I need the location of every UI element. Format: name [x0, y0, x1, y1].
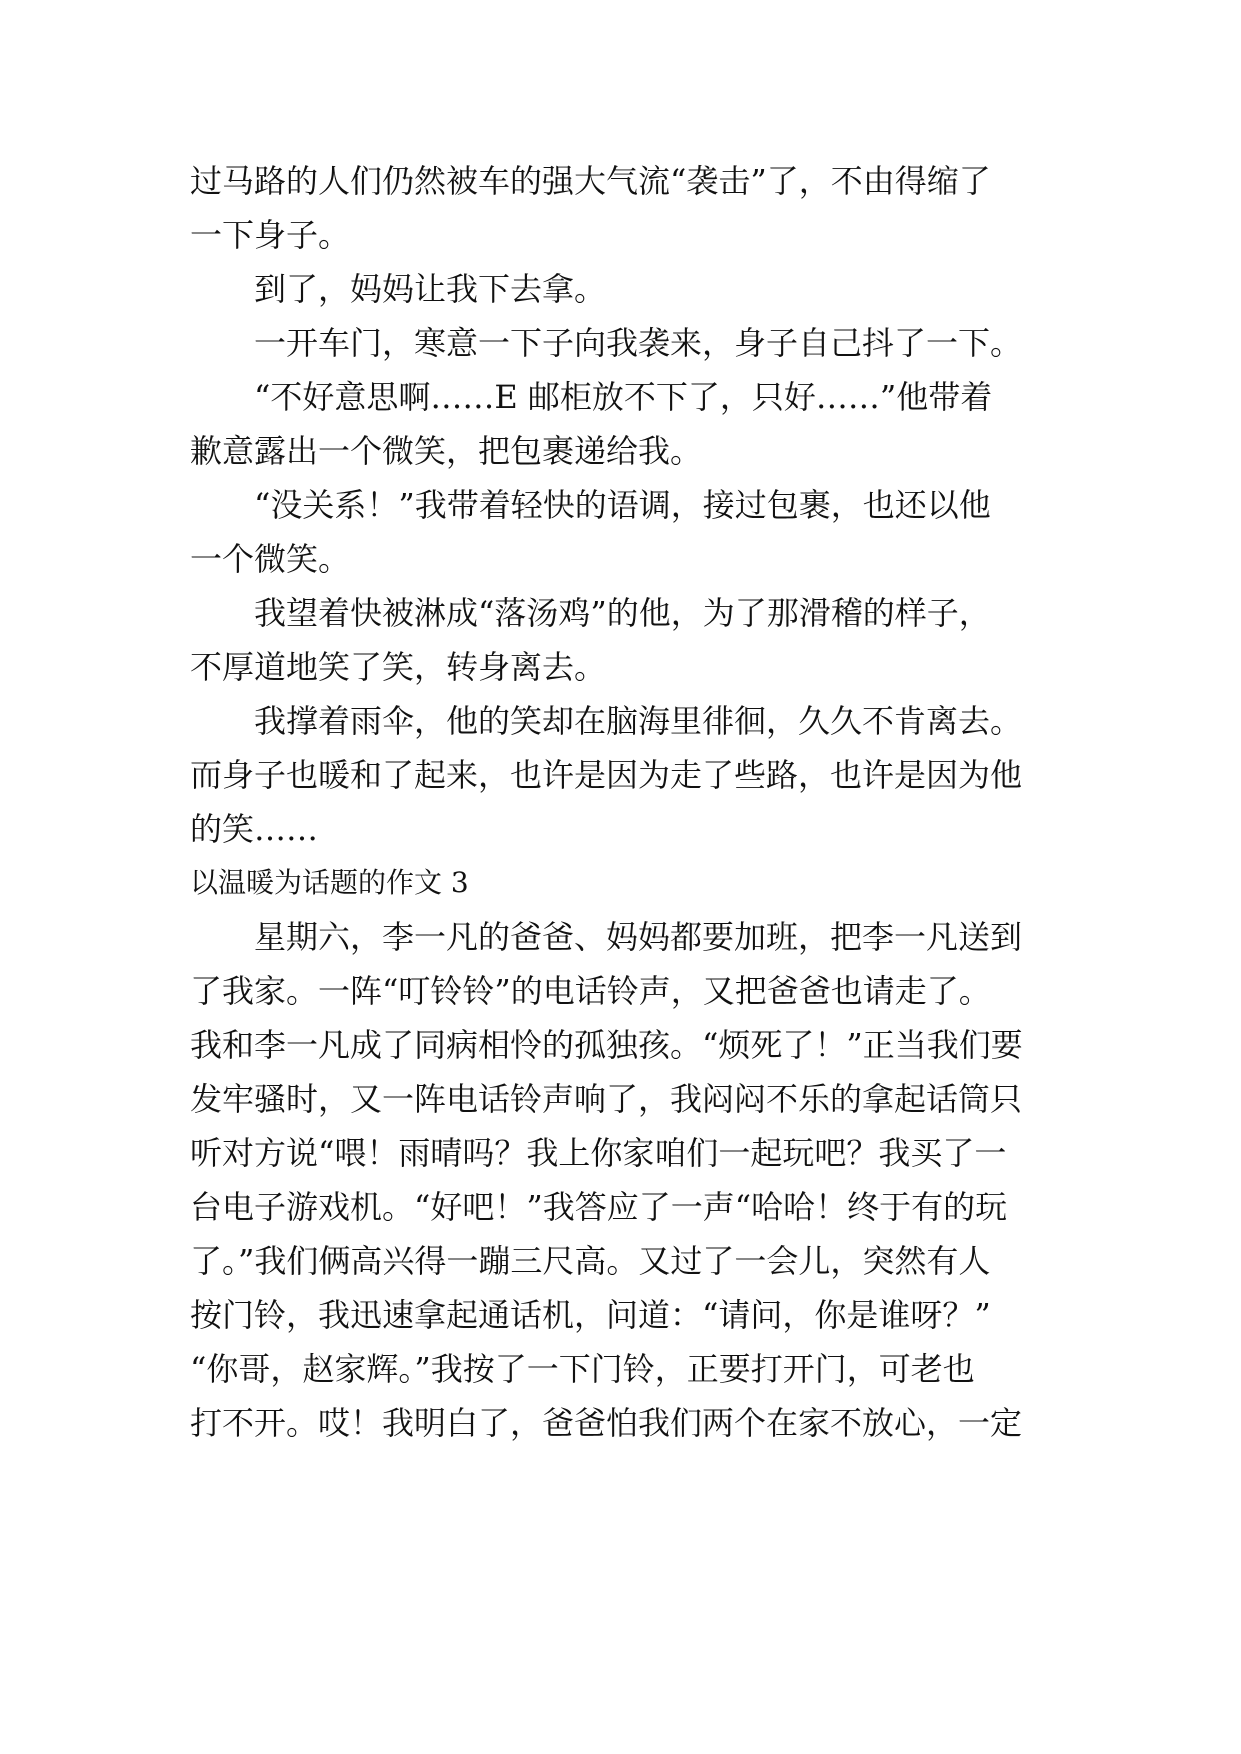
section-heading: 以温暖为话题的作文 3 — [190, 866, 469, 899]
text-line: 听对方说“喂！雨晴吗？我上你家咱们一起玩吧？我买了一 — [190, 1134, 1007, 1172]
text-line: 而身子也暖和了起来，也许是因为走了些路，也许是因为他 — [190, 756, 1023, 794]
text-line: 星期六，李一凡的爸爸、妈妈都要加班，把李一凡送到 — [254, 918, 1023, 956]
text-line: 我和李一凡成了同病相怜的孤独孩。“烦死了！”正当我们要 — [190, 1026, 1023, 1064]
text-line: 了我家。一阵“叮铃铃”的电话铃声，又把爸爸也请走了。 — [190, 972, 991, 1010]
text-line: “没关系！”我带着轻快的语调，接过包裹，也还以他 — [254, 486, 991, 524]
text-line: 我望着快被淋成“落汤鸡”的他，为了那滑稽的样子， — [254, 594, 991, 632]
text-line: 我撑着雨伞，他的笑却在脑海里徘徊，久久不肯离去。 — [254, 702, 1023, 740]
text-line: 按门铃，我迅速拿起通话机，问道：“请问，你是谁呀？” — [190, 1296, 991, 1334]
text-line: 一个微笑。 — [190, 540, 351, 578]
text-line: 过马路的人们仍然被车的强大气流“袭击”了，不由得缩了 — [190, 162, 991, 200]
text-line: 的笑…… — [190, 810, 319, 848]
document-body — [190, 154, 1050, 1450]
text-line: 打不开。哎！我明白了，爸爸怕我们两个在家不放心，一定 — [190, 1404, 1023, 1442]
text-line: “不好意思啊……E 邮柜放不下了，只好……”他带着 — [254, 378, 993, 416]
text-line: 了。”我们俩高兴得一蹦三尺高。又过了一会儿，突然有人 — [190, 1242, 991, 1280]
text-line: 台电子游戏机。“好吧！”我答应了一声“哈哈！终于有的玩 — [190, 1188, 1008, 1226]
text-line: 发牢骚时，又一阵电话铃声响了，我闷闷不乐的拿起话筒只 — [190, 1080, 1023, 1118]
text-line: 到了，妈妈让我下去拿。 — [254, 270, 607, 308]
text-line: 不厚道地笑了笑，转身离去。 — [190, 648, 607, 686]
text-line: 歉意露出一个微笑，把包裹递给我。 — [190, 432, 703, 470]
text-line: 一下身子。 — [190, 216, 351, 254]
text-line: 一开车门，寒意一下子向我袭来，身子自己抖了一下。 — [254, 324, 1023, 362]
text-line: “你哥，赵家辉。”我按了一下门铃，正要打开门，可老也 — [190, 1350, 975, 1388]
